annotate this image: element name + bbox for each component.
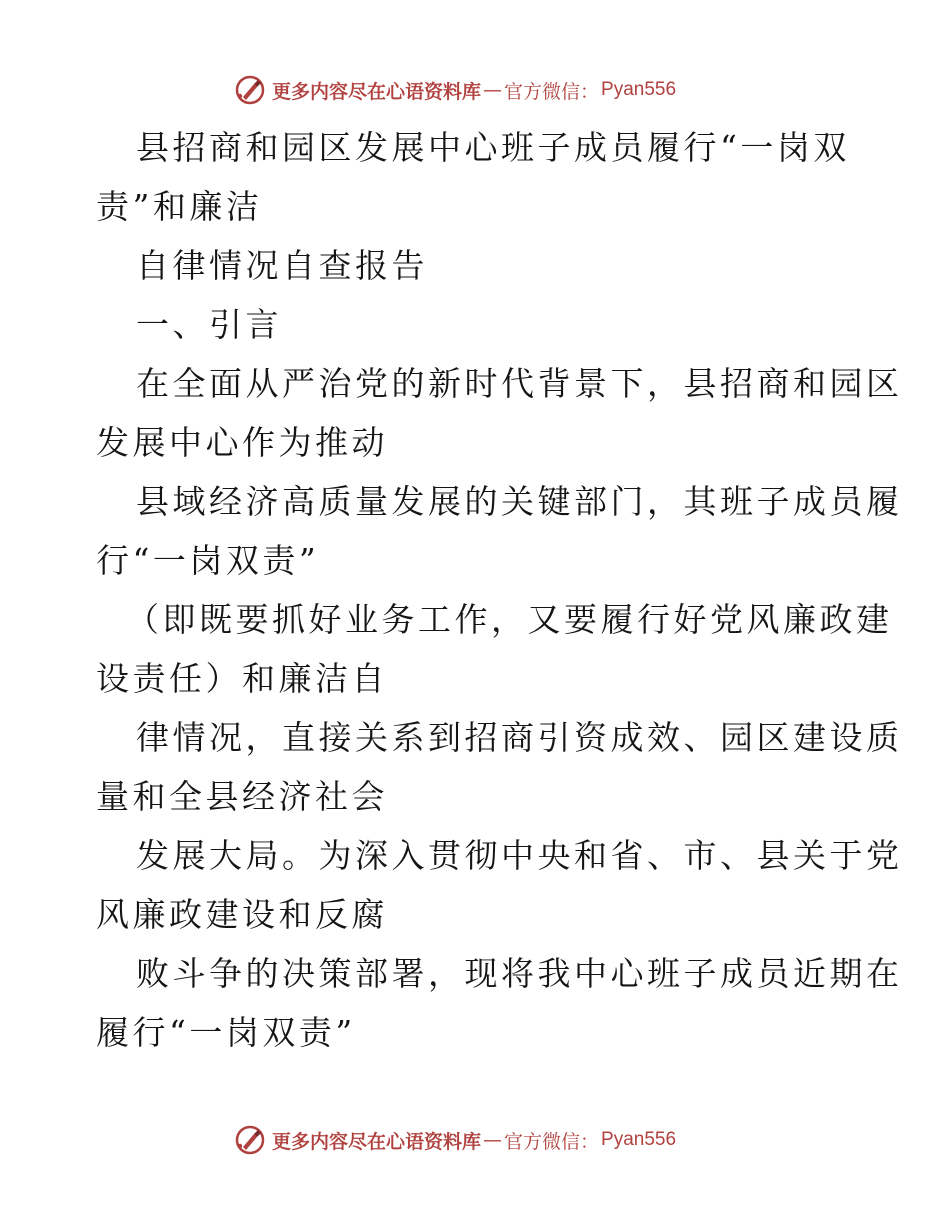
subtitle-line: 自律情况自查报告 bbox=[136, 246, 428, 285]
pen-logo-icon bbox=[234, 74, 266, 106]
header-wechat-id: Pyan556 bbox=[601, 79, 677, 100]
paragraph-line: 律情况，直接关系到招商引资成效、园区建设质 bbox=[136, 718, 903, 757]
paragraph-line: 量和全县经济社会 bbox=[96, 777, 388, 816]
paragraph-line: 风廉政建设和反腐 bbox=[96, 895, 388, 934]
paragraph-line: 行“一岗双责” bbox=[96, 541, 320, 580]
paragraph-line: 败斗争的决策部署，现将我中心班子成员近期在 bbox=[136, 954, 903, 993]
paragraph-line: 在全面从严治党的新时代背景下，县招商和园区 bbox=[136, 364, 903, 403]
header-site-text: 更多内容尽在心语资料库 bbox=[272, 80, 482, 103]
paragraph-line: 发展大局。为深入贯彻中央和省、市、县关于党 bbox=[136, 836, 903, 875]
footer-wechat-id: Pyan556 bbox=[601, 1129, 677, 1150]
paragraph-line: 履行“一岗双责” bbox=[96, 1013, 356, 1052]
footer-site-text: 更多内容尽在心语资料库 bbox=[272, 1130, 482, 1153]
header-separator: — bbox=[483, 79, 503, 101]
section-heading: 一、引言 bbox=[136, 305, 282, 344]
footer-banner bbox=[234, 1122, 676, 1158]
pen-logo-icon bbox=[234, 1124, 266, 1156]
header-banner bbox=[234, 72, 676, 108]
footer-wechat-label: 官方微信： bbox=[504, 1130, 600, 1153]
title-line-1: 县招商和园区发展中心班子成员履行“一岗双 bbox=[136, 128, 850, 167]
paragraph-line: 发展中心作为推动 bbox=[96, 423, 388, 462]
title-line-2: 责”和廉洁 bbox=[96, 187, 263, 226]
paragraph-line: 县域经济高质量发展的关键部门，其班子成员履 bbox=[136, 482, 903, 521]
footer-separator: — bbox=[483, 1129, 503, 1151]
document-body bbox=[96, 118, 903, 1062]
paragraph-line: 设责任）和廉洁自 bbox=[96, 659, 388, 698]
header-wechat-label: 官方微信： bbox=[504, 80, 600, 103]
paragraph-line: （即既要抓好业务工作，又要履行好党风廉政建 bbox=[126, 600, 893, 639]
